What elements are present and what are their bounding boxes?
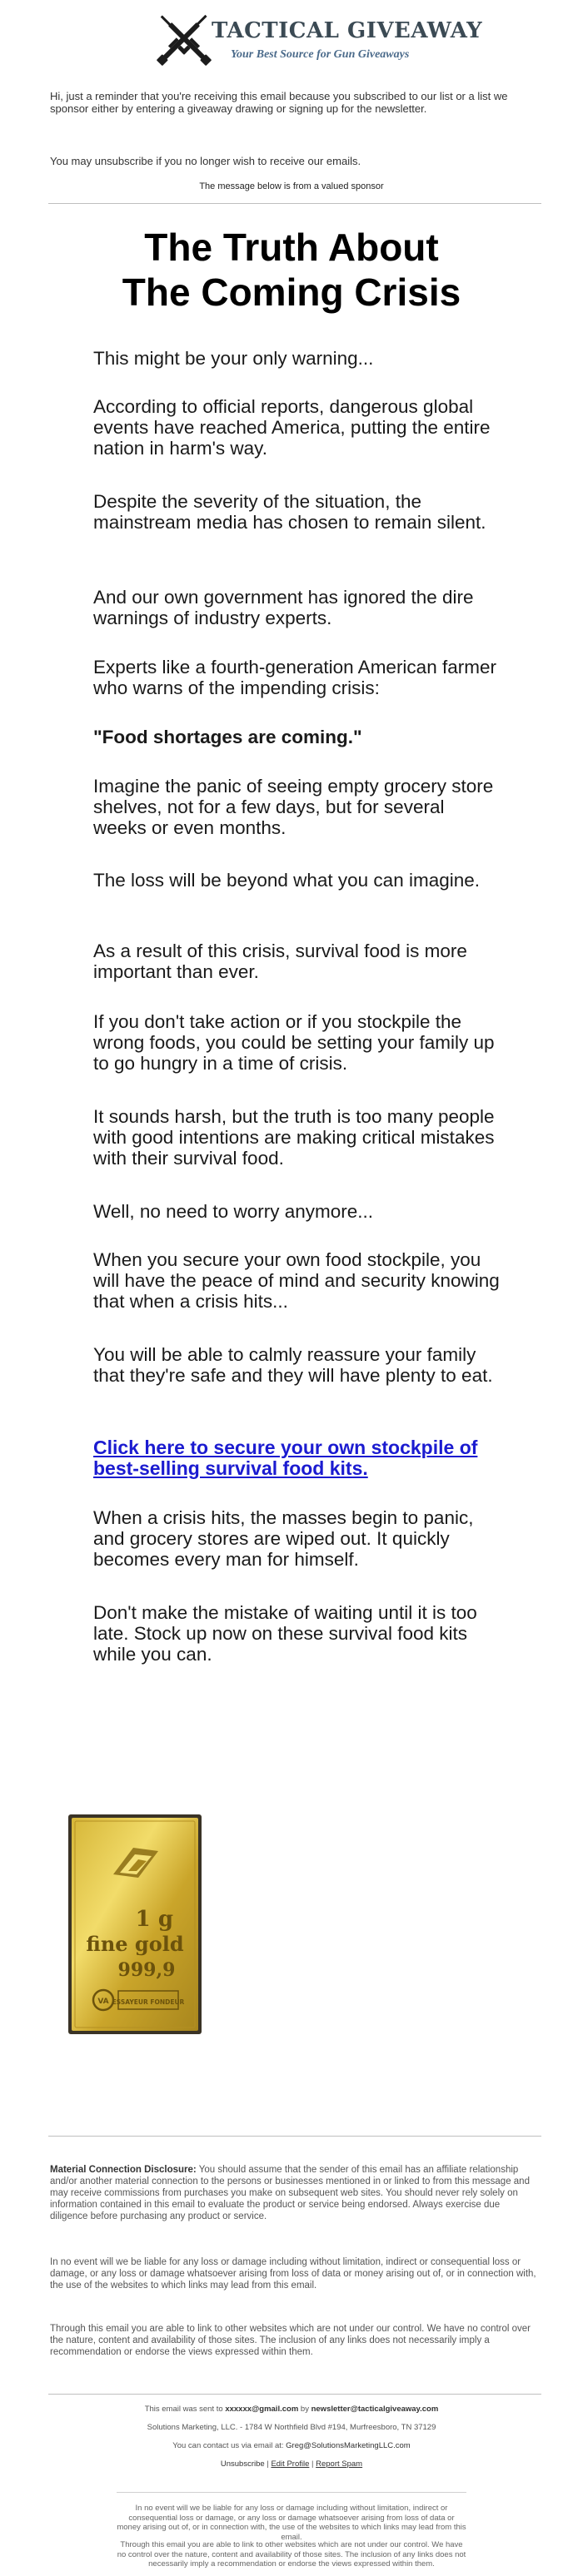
- footer-links-note: Through this email you are able to link to other websites which are not under our control. We have no control over the nature, content and availability of those sites. The inclusion of any links does not necessarily imply a recommendation or endorse the views expressed within them.: [117, 2540, 466, 2569]
- crossed-rifles-icon: [152, 8, 216, 67]
- gold-bar-graphic: [67, 1813, 204, 2037]
- svg-text:VA: VA: [97, 1998, 109, 2006]
- bar-weight: 1 g: [135, 1907, 173, 1932]
- bar-mark: ESSAYEUR FONDEUR: [112, 1998, 185, 2006]
- postal-address: Solutions Marketing, LLC. - 1784 W Northfield Blvd #194, Murfreesboro, TN 37129: [147, 2423, 436, 2432]
- separator: |: [311, 2459, 314, 2469]
- paragraph: When a crisis hits, the masses begin to panic, and grocery stores are wiped out. It quickly becomes every man for himself.: [93, 1507, 474, 1570]
- paragraph: Despite the severity of the situation, the mainstream media has chosen to remain silent.: [93, 491, 486, 533]
- sent-to-line: [0, 2405, 583, 2415]
- quote-paragraph: "Food shortages are coming.": [93, 727, 362, 747]
- paragraph: It sounds harsh, but the truth is too many people with good intentions are making critical mistakes with their survival food.: [93, 1106, 495, 1169]
- subscription-reminder: Hi, just a reminder that you're receiving this email because you subscribed to our list or a list we sponsor either by entering a giveaway drawing or signing up for the newsletter.: [50, 90, 508, 115]
- sent-prefix: This email was sent to: [144, 2405, 223, 2414]
- paragraph: Imagine the panic of seeing empty grocery store shelves, not for a few days, but for several weeks or even months.: [93, 776, 494, 838]
- paragraph: You will be able to calmly reassure your family that they're safe and they will have plenty to eat.: [93, 1344, 493, 1386]
- bar-purity: 999,9: [117, 1959, 176, 1981]
- material-disclosure: [50, 2164, 537, 2222]
- divider: [117, 2492, 466, 2493]
- contact-line: [0, 2441, 583, 2451]
- footer-liability: In no event will we be liable for any loss or damage including without limitation, indirect or consequential loss or damage, or any loss or damage whatsoever arising from loss of data or money arising out of, or in connection with, the use of the websites to which links may lead from this email.: [117, 2504, 466, 2542]
- bar-label: fine gold: [86, 1932, 184, 1956]
- gold-bar-image[interactable]: [67, 1813, 204, 2037]
- email-header: [0, 7, 583, 67]
- divider: [48, 2136, 541, 2137]
- unsubscribe-note: You may unsubscribe if you no longer wish to receive our emails.: [50, 155, 361, 167]
- sent-by: by: [300, 2405, 309, 2414]
- brand-title: TACTICAL GIVEAWAY: [212, 18, 483, 43]
- paragraph: Don't make the mistake of waiting until it is too late. Stock up now on these survival food kits while you can.: [93, 1602, 477, 1665]
- paragraph: Experts like a fourth-generation American farmer who warns of the impending crisis:: [93, 657, 496, 698]
- paragraph: According to official reports, dangerous global events have reached America, putting the entire nation in harm's way.: [93, 396, 491, 459]
- edit-profile-link[interactable]: Edit Profile: [271, 2459, 310, 2469]
- brand-tagline: Your Best Source for Gun Giveaways: [231, 48, 410, 61]
- disclosure-text: You should assume that the sender of this email has an affiliate relationship and/or another material connection to the persons or businesses mentioned in or linked to from this message and may receive commissions from purchases you make on subsequent web sites. You should never rely solely on information contained in this email to evaluate the product or service being endorsed. Always exercise due diligence before purchasing any product or service.: [50, 2165, 530, 2221]
- divider: [48, 203, 541, 204]
- cta-link[interactable]: Click here to secure your own stockpile of best-selling survival food kits.: [93, 1437, 478, 1479]
- headline-line-2: The Coming Crisis: [122, 271, 461, 314]
- recipient-email: xxxxxx@gmail.com: [225, 2405, 299, 2414]
- paragraph: The loss will be beyond what you can imagine.: [93, 870, 481, 891]
- liability-disclaimer: In no event will we be liable for any loss or damage including without limitation, indirect or consequential loss or damage, or any loss or damage whatsoever arising from loss of data or money arising out of, or in connection with, the use of the websites to which links may lead from this email.: [50, 2257, 536, 2291]
- unsubscribe-link[interactable]: Unsubscribe: [220, 2459, 265, 2469]
- disclosure-title: Material Connection Disclosure:: [50, 2165, 197, 2175]
- paragraph: If you don't take action or if you stockpile the wrong foods, you could be setting your family up to go hungry in a time of crisis.: [93, 1011, 495, 1074]
- paragraph: And our own government has ignored the dire warnings of industry experts.: [93, 587, 474, 628]
- paragraph: As a result of this crisis, survival food is more important than ever.: [93, 941, 467, 982]
- separator: |: [267, 2459, 269, 2469]
- headline: [50, 225, 533, 315]
- sponsor-note: The message below is from a valued sponsor: [199, 181, 384, 191]
- contact-prefix: You can contact us via email at:: [172, 2441, 284, 2450]
- contact-email-link[interactable]: Greg@SolutionsMarketingLLC.com: [286, 2441, 411, 2450]
- report-spam-link[interactable]: Report Spam: [316, 2459, 363, 2469]
- paragraph: When you secure your own food stockpile, you will have the peace of mind and security knowing that when a crisis hits...: [93, 1249, 500, 1312]
- sender-email: newsletter@tacticalgiveaway.com: [311, 2405, 439, 2414]
- divider: [48, 2394, 541, 2395]
- paragraph: This might be your only warning...: [93, 348, 374, 369]
- paragraph: Well, no need to worry anymore...: [93, 1201, 373, 1222]
- headline-line-1: The Truth About: [144, 226, 439, 269]
- footer-actions: [0, 2459, 583, 2469]
- links-disclaimer: Through this email you are able to link to other websites which are not under our control. We have no control over the nature, content and availability of those sites. The inclusion of any links does not necessarily imply a recommendation or endorse the views expressed within them.: [50, 2324, 531, 2357]
